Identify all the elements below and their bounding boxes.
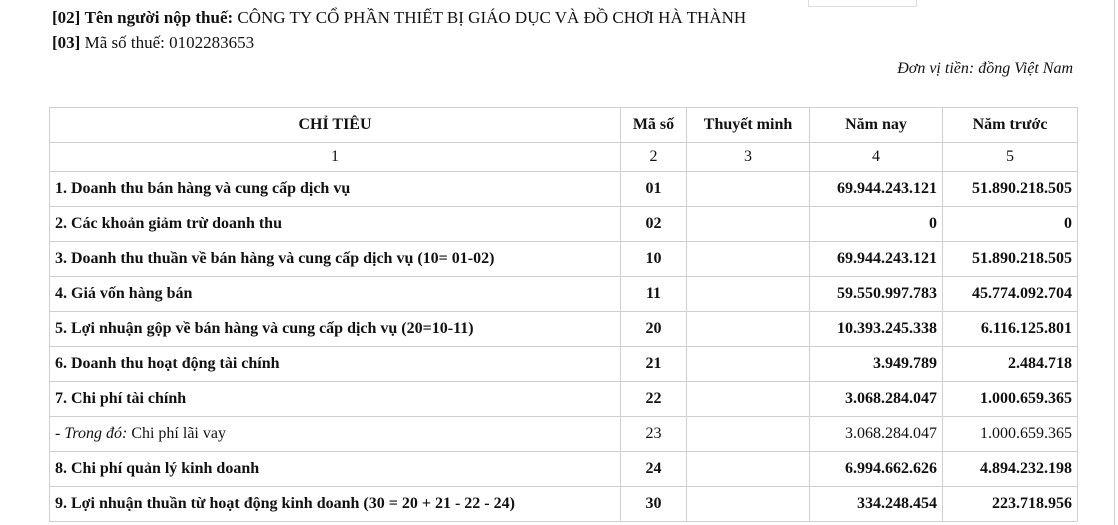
taxid-value: 0102283653 [169,33,255,52]
row-previous-year: 45.774.092.704 [943,277,1078,312]
row-current-year: 6.994.662.626 [810,452,943,487]
row-label [50,172,621,207]
currency-unit: Đơn vị tiền: đồng Việt Nam [897,60,1073,77]
taxpayer-label: Tên người nộp thuế: [84,8,234,27]
row-label-text: 4. Giá vốn hàng bán [55,285,193,302]
row-note [687,242,810,277]
row-label-text: 7. Chi phí tài chính [55,390,187,407]
income-statement-table [49,107,1078,522]
table-row [50,207,1078,242]
table-row [50,452,1078,487]
row-label-text: 3. Doanh thu thuần về bán hàng và cung cấp dịch vụ (10= 01-02) [55,250,495,267]
row-current-year: 69.944.243.121 [810,172,943,207]
table-row [50,382,1078,417]
row-label-text: Chi phí lãi vay [127,425,226,442]
row-previous-year: 4.894.232.198 [943,452,1078,487]
row-current-year: 59.550.997.783 [810,277,943,312]
row-previous-year: 51.890.218.505 [943,242,1078,277]
row-label [50,382,621,417]
row-label [50,242,621,277]
row-previous-year: 6.116.125.801 [943,312,1078,347]
row-code: 24 [621,452,687,487]
row-current-year: 3.949.789 [810,347,943,382]
row-label-text: 1. Doanh thu bán hàng và cung cấp dịch vụ [55,180,351,197]
col-header-item: CHỈ TIÊU [50,108,621,143]
table-row [50,242,1078,277]
index-cell: 2 [621,143,687,172]
row-label [50,347,621,382]
col-header-previous: Năm trước [943,108,1078,143]
row-note [687,312,810,347]
row-code: 22 [621,382,687,417]
row-note [687,172,810,207]
table-row [50,312,1078,347]
row-label-text: 5. Lợi nhuận gộp về bán hàng và cung cấp dịch vụ (20=10-11) [55,320,474,337]
taxid-code: [03] [52,33,81,52]
row-previous-year: 223.718.956 [943,487,1078,522]
row-label [50,277,621,312]
row-previous-year: 2.484.718 [943,347,1078,382]
row-note [687,382,810,417]
row-note [687,417,810,452]
col-header-current: Năm nay [810,108,943,143]
row-current-year: 3.068.284.047 [810,417,943,452]
index-cell: 4 [810,143,943,172]
row-note [687,277,810,312]
row-code: 10 [621,242,687,277]
row-current-year: 3.068.284.047 [810,382,943,417]
taxid-line [52,33,254,53]
index-cell: 3 [687,143,810,172]
row-label [50,487,621,522]
table-row [50,347,1078,382]
table-row [50,172,1078,207]
row-label [50,207,621,242]
row-current-year: 69.944.243.121 [810,242,943,277]
index-row [50,143,1078,172]
index-cell: 5 [943,143,1078,172]
row-label [50,312,621,347]
row-current-year: 0 [810,207,943,242]
taxpayer-name-line [52,8,746,28]
row-label-text: 2. Các khoản giảm trừ doanh thu [55,215,282,232]
row-code: 30 [621,487,687,522]
row-code: 11 [621,277,687,312]
row-previous-year: 0 [943,207,1078,242]
row-current-year: 10.393.245.338 [810,312,943,347]
header-row [50,108,1078,143]
row-code: 02 [621,207,687,242]
row-previous-year: 51.890.218.505 [943,172,1078,207]
taxpayer-code: [02] [52,8,81,27]
index-cell: 1 [50,143,621,172]
row-note [687,452,810,487]
table-row [50,487,1078,522]
taxid-label: Mã số thuế: [84,33,165,52]
col-header-note: Thuyết minh [687,108,810,143]
taxpayer-name: CÔNG TY CỔ PHẦN THIẾT BỊ GIÁO DỤC VÀ ĐỒ CHƠI HÀ THÀNH [237,8,747,27]
row-label-text: 9. Lợi nhuận thuần từ hoạt động kinh doanh (30 = 20 + 21 - 22 - 24) [55,495,515,512]
row-note [687,347,810,382]
row-note [687,487,810,522]
row-label-text: 8. Chi phí quản lý kinh doanh [55,460,260,477]
row-label-prefix: - Trong đó: [55,425,128,442]
col-header-code: Mã số [621,108,687,143]
row-code: 01 [621,172,687,207]
row-code: 20 [621,312,687,347]
table-row [50,417,1078,452]
row-previous-year: 1.000.659.365 [943,382,1078,417]
table-row [50,277,1078,312]
page-edge [1114,0,1115,525]
row-previous-year: 1.000.659.365 [943,417,1078,452]
row-current-year: 334.248.454 [810,487,943,522]
row-code: 23 [621,417,687,452]
row-label [50,417,621,452]
row-note [687,207,810,242]
row-label-text: 6. Doanh thu hoạt động tài chính [55,355,280,372]
row-label [50,452,621,487]
top-box [808,0,917,7]
row-code: 21 [621,347,687,382]
